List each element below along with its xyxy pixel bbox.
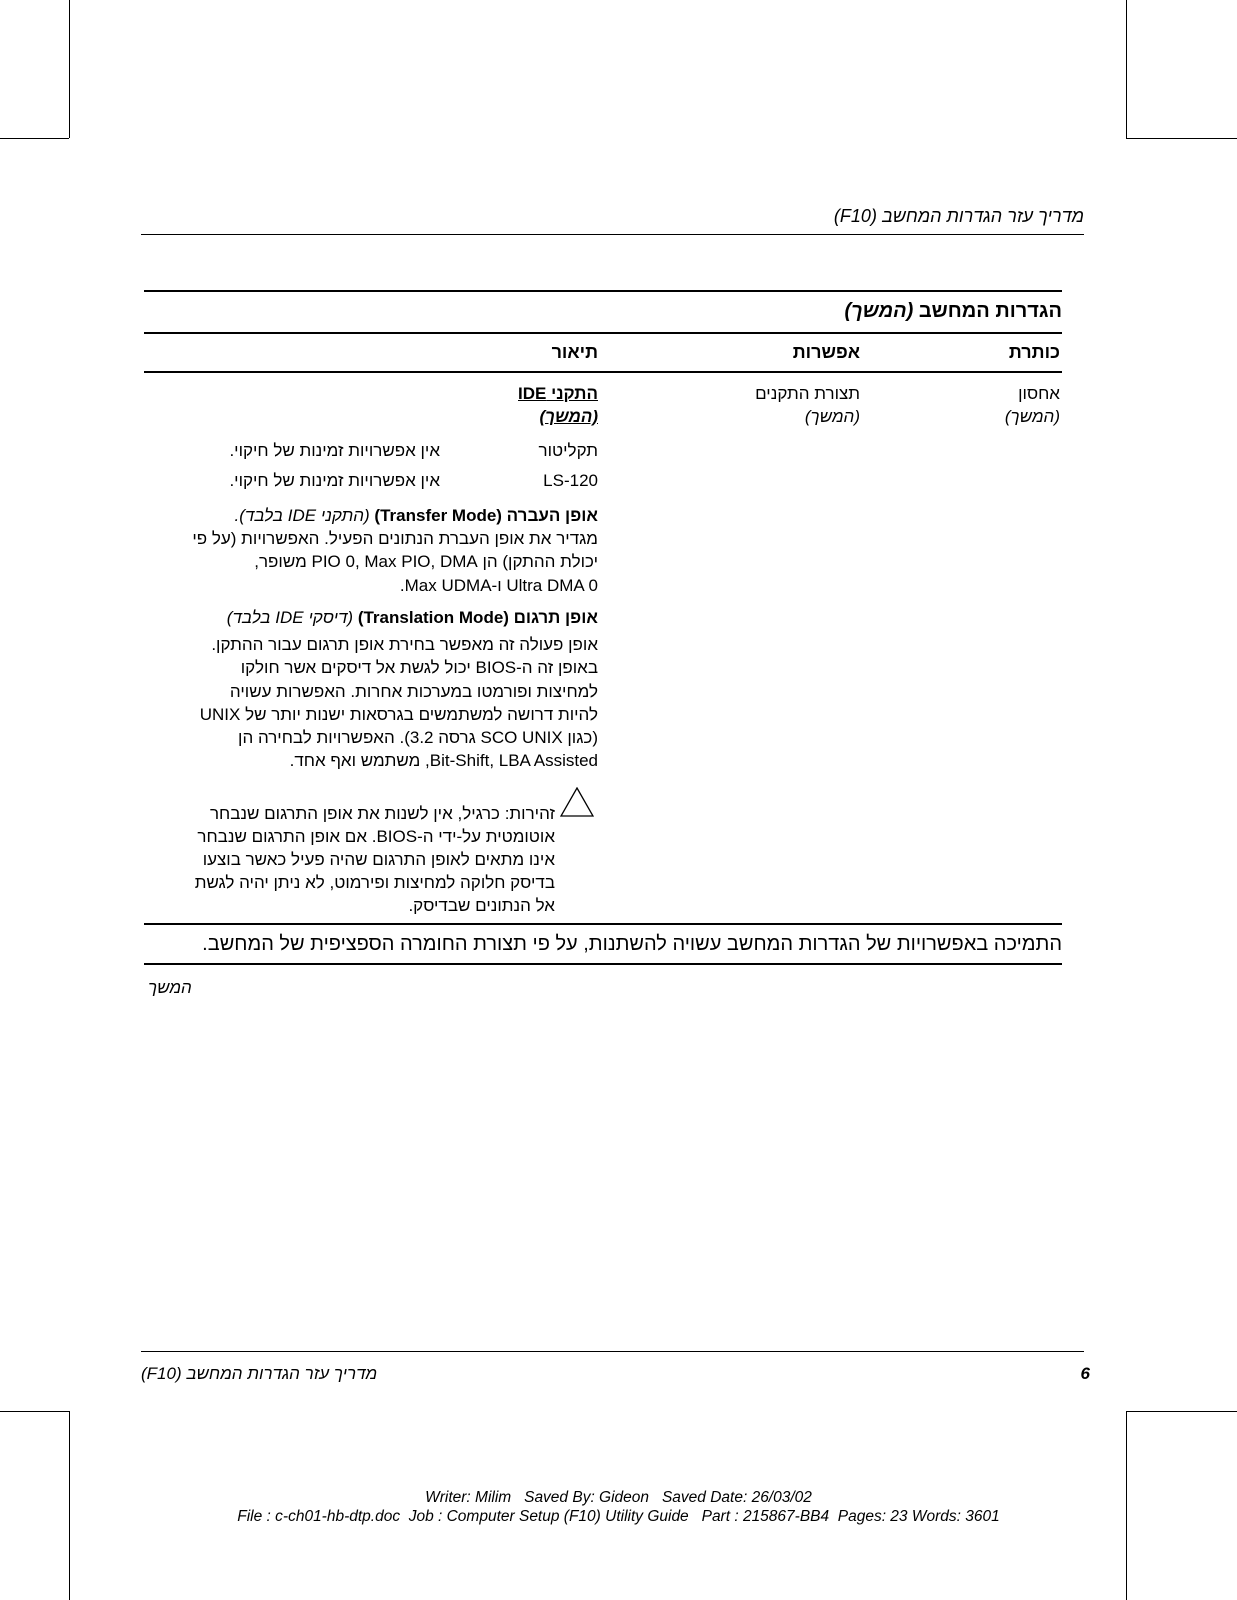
continued-label: המשך [148, 978, 192, 997]
translation-mode-note: (דיסקי IDE בלבד) [226, 608, 354, 627]
warning-line: זהירות: כרגיל, אין לשנות את אופן התרגום שנבחר [209, 804, 555, 823]
device-name: תקליטור [538, 441, 598, 460]
table-top-rule [144, 290, 1062, 292]
warning-line: אל הנתונים שבדיסק. [408, 896, 555, 915]
page-number: 6 [1080, 1364, 1090, 1383]
transfer-mode-line: Ultra DMA 0 ו-Max UDMA. [399, 575, 598, 595]
transfer-mode-note: (התקני IDE בלבד). [234, 506, 370, 525]
translation-mode-block [158, 606, 598, 772]
footer-title: מדריך עזר הגדרות המחשב (F10) [141, 1364, 378, 1383]
warning-line: אוטומטית על-ידי ה-BIOS. אם אופן התרגום שנבחר [197, 827, 555, 846]
device-info: אין אפשרויות זמינות של חיקוי. [229, 471, 440, 490]
transfer-mode-title: אופן העברה (Transfer Mode) [374, 506, 598, 525]
storage-label: אחסון [1018, 384, 1060, 403]
storage-continued: (המשך) [1004, 407, 1060, 426]
translation-mode-title: אופן תרגום (Translation Mode) [357, 608, 598, 627]
crop-mark [0, 138, 69, 139]
translation-mode-line: (כגון SCO UNIX גרסה 3.2). האפשרויות לבחירה הן [238, 728, 598, 748]
warning-line: בדיסק חלוקה למחיצות ופירמוט, לא ניתן יהיה לגשת [194, 873, 555, 892]
table-body-rule [144, 923, 1062, 925]
transfer-mode-block [158, 504, 598, 597]
warning-triangle-icon [560, 787, 594, 817]
device-info: אין אפשרויות זמינות של חיקוי. [229, 441, 440, 460]
device-config-continued: (המשך) [804, 407, 860, 426]
column-header-description: תיאור [551, 342, 598, 362]
translation-mode-line: באופן זה ה-BIOS יכול לגשת אל דיסקים אשר חולקו [240, 658, 598, 678]
column-header-rule [144, 371, 1062, 373]
crop-mark [0, 1411, 69, 1412]
crop-mark [1126, 1411, 1237, 1412]
crop-mark [1126, 138, 1237, 139]
transfer-mode-line: יכולת ההתקן) הן PIO 0, Max PIO, DMA משופר, [254, 552, 598, 572]
table-note: התמיכה באפשרויות של הגדרות המחשב עשויה להשתנות, על פי תצורת החומרה הספציפית של המחשב. [202, 933, 1062, 955]
ide-devices-continued: (המשך) [539, 407, 598, 426]
crop-mark [1126, 0, 1127, 138]
table-title-continued: (המשך) [844, 300, 914, 322]
meta-line-1: Writer: Milim Saved By: Gideon Saved Date: 26/03/02 [425, 1489, 812, 1506]
table-bottom-rule [144, 963, 1062, 965]
translation-mode-line: למחיצות ופורמטו במערכות אחרות. האפשרות עשויה [229, 681, 598, 701]
table-title-text: הגדרות המחשב [918, 300, 1062, 322]
title-rule [144, 332, 1062, 334]
ide-devices-label: התקני IDE [518, 384, 598, 403]
translation-mode-heading [158, 606, 598, 629]
header-rule [141, 234, 1084, 235]
device-name: LS-120 [543, 471, 598, 490]
translation-mode-line: אופן פעולה זה מאפשר בחירת אופן תרגום עבור ההתקן. [211, 635, 598, 655]
translation-mode-line: Bit-Shift, LBA Assisted, משתמש ואף אחד. [289, 751, 598, 771]
warning-text [150, 802, 555, 917]
crop-mark [69, 0, 70, 138]
running-header: מדריך עזר הגדרות המחשב (F10) [833, 206, 1084, 226]
transfer-mode-line: מגדיר את אופן העברת הנתונים הפעיל. האפשרויות (על פי [192, 529, 598, 549]
column-header-option: אפשרות [792, 342, 860, 362]
translation-mode-line: להיות דרושה למשתמשים בגרסאות ישנות יותר של UNIX [199, 704, 598, 724]
row-desc-title [420, 382, 598, 428]
row-heading [900, 382, 1060, 428]
transfer-mode-heading [158, 504, 598, 527]
warning-line: אינו מתאים לאופן התרגום שהיה פעיל כאשר בוצעו [202, 850, 555, 869]
column-header-heading: כותרת [1008, 342, 1060, 362]
footer-rule [141, 1351, 1084, 1352]
table-title [144, 300, 1062, 323]
meta-line-2: File : c-ch01-hb-dtp.doc Job : Computer Setup (F10) Utility Guide Part : 215867-BB4 Pages: 23 Words: 3601 [237, 1508, 1000, 1525]
row-option [680, 382, 860, 428]
device-config-label: תצורת התקנים [755, 384, 860, 403]
